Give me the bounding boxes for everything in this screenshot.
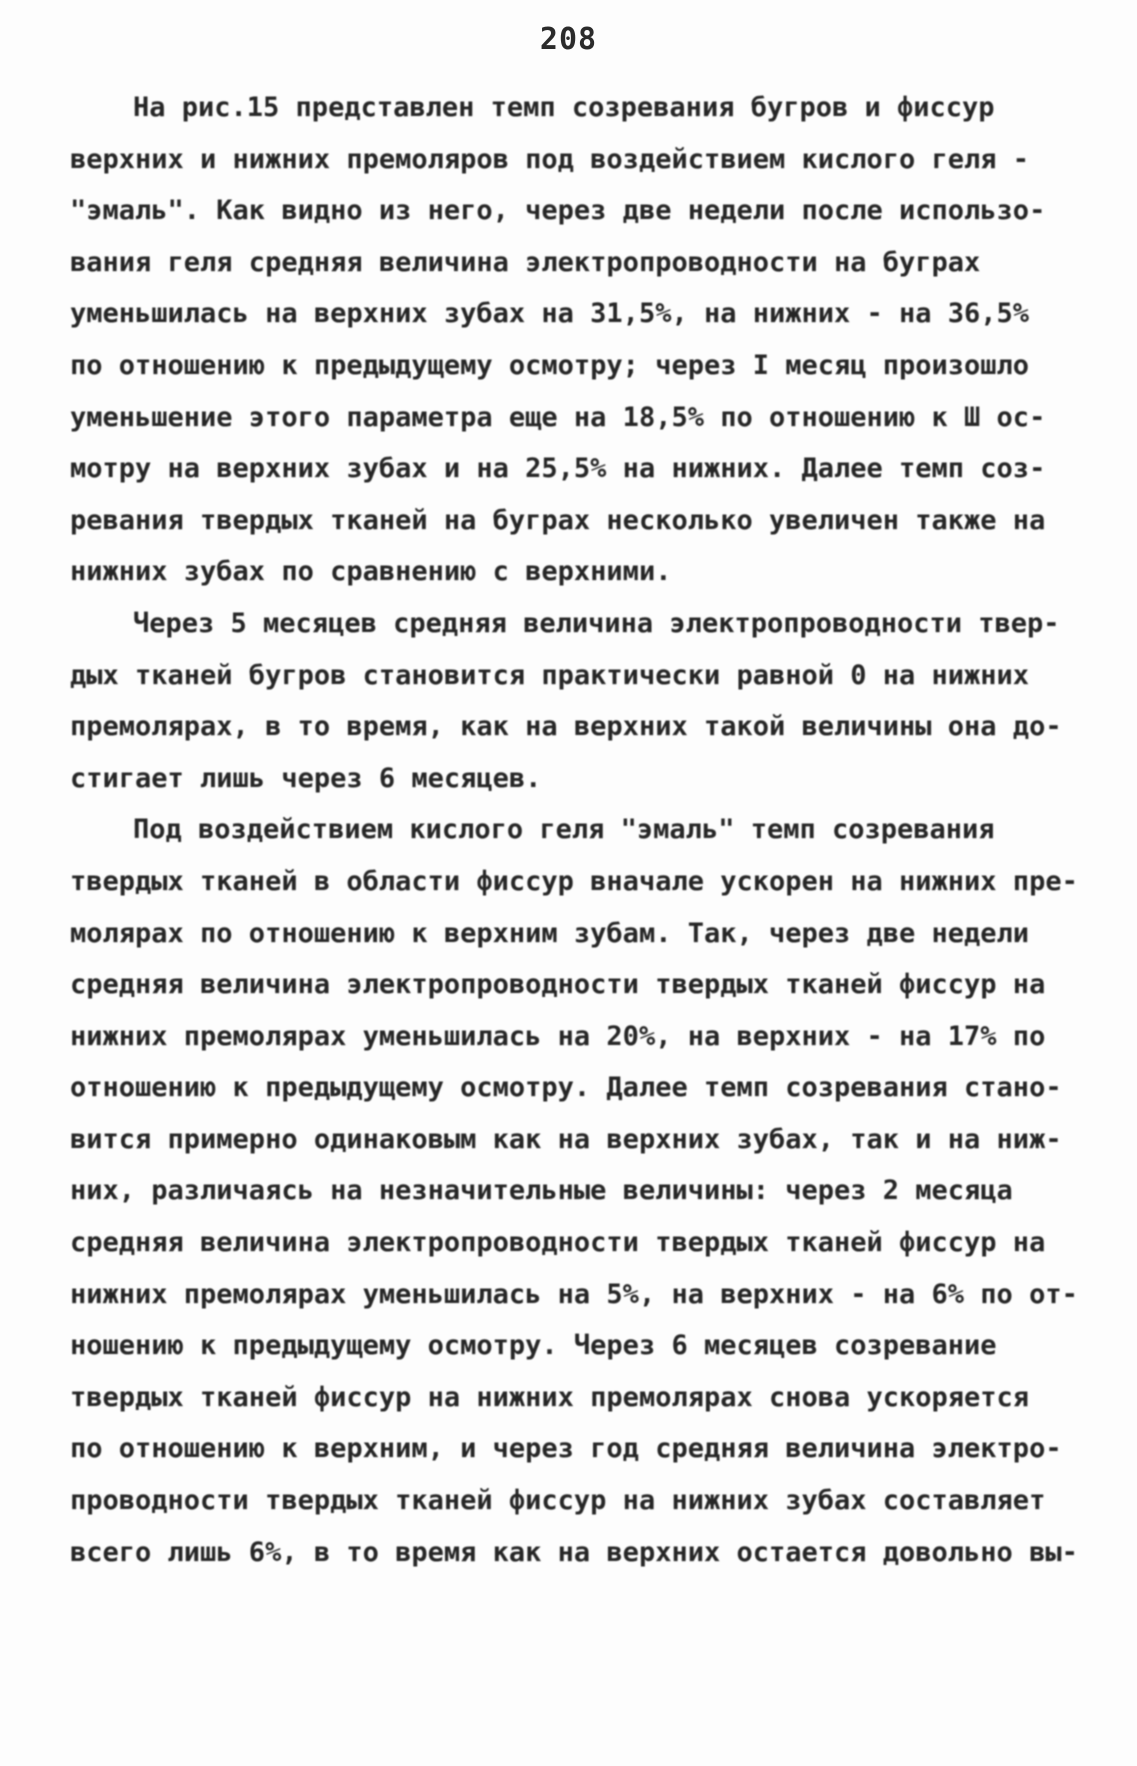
text-line: нижних зубах по сравнению с верхними. <box>70 556 672 588</box>
text-line: стигает лишь через 6 месяцев. <box>70 762 542 794</box>
text-line: проводности твердых тканей фиссур на нижних зубах составляет <box>70 1485 1046 1517</box>
text-line: нижних премолярах уменьшилась на 5%, на верхних - на 6% по от- <box>70 1278 1078 1310</box>
text-line: твердых тканей в области фиссур вначале ускорен на нижних пре- <box>70 865 1078 897</box>
body-text <box>70 82 1080 1578</box>
text-line: "эмаль". Как видно из него, через две недели после использо- <box>70 195 1046 227</box>
text-line: На рис.15 представлен темп созревания бугров и фиссур <box>133 92 995 123</box>
text-line: ревания твердых тканей на буграх несколько увеличен также на <box>70 504 1046 536</box>
page-number: 208 <box>539 22 598 57</box>
text-line: верхних и нижних премоляров под воздействием кислого геля - <box>70 143 1030 175</box>
text-line: всего лишь 6%, в то время как на верхних остается довольно вы- <box>70 1536 1078 1568</box>
text-line: Под воздействием кислого геля "эмаль" темп созревания <box>133 814 995 846</box>
text-line: средняя величина электропроводности твердых тканей фиссур на <box>70 1227 1046 1259</box>
text-line: молярах по отношению к верхним зубам. Так, через две недели <box>70 917 1030 949</box>
text-line: Через 5 месяцев средняя величина электропроводности твер- <box>133 607 1060 639</box>
text-line: премолярах, в то время, как на верхних такой величины она до- <box>70 711 1062 743</box>
text-line: дых тканей бугров становится практически равной 0 на нижних <box>70 659 1030 691</box>
text-line: уменьшилась на верхних зубах на 31,5%, на нижних - на 36,5% <box>70 298 1030 330</box>
text-line: нижних премолярах уменьшилась на 20%, на верхних - на 17% по <box>70 1020 1046 1052</box>
text-line: твердых тканей фиссур на нижних премолярах снова ускоряется <box>70 1381 1030 1413</box>
text-line: уменьшение этого параметра еще на 18,5% по отношению к Ш ос- <box>70 401 1046 433</box>
text-line: по отношению к верхним, и через год средняя величина электро- <box>70 1433 1062 1465</box>
text-line: отношению к предыдущему осмотру. Далее темп созревания стано- <box>70 1072 1062 1104</box>
text-line: средняя величина электропроводности твердых тканей фиссур на <box>70 969 1046 1001</box>
text-line: них, различаясь на незначительные величины: через 2 месяца <box>70 1175 1013 1207</box>
text-line: вится примерно одинаковым как на верхних зубах, так и на ниж- <box>70 1123 1062 1155</box>
text-line: по отношению к предыдущему осмотру; через I месяц произошло <box>70 349 1030 381</box>
text-line: ношению к предыдущему осмотру. Через 6 месяцев созревание <box>70 1330 997 1362</box>
text-line: вания геля средняя величина электропроводности на буграх <box>70 246 981 278</box>
text-line: мотру на верхних зубах и на 25,5% на нижних. Далее темп соз- <box>70 453 1046 485</box>
